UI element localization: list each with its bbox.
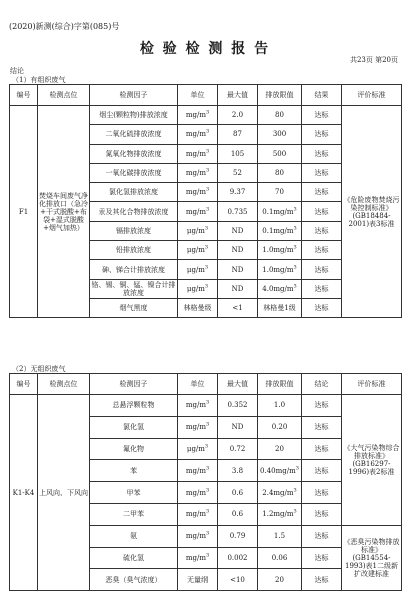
max-value: 3.8 [218,460,258,482]
unit-cell [178,416,218,438]
column-header: 单位 [178,85,218,106]
unit-cell-value: mg/m [185,466,206,475]
table-row [10,106,402,125]
unit-cell-superscript: 3 [205,109,210,116]
unit-cell [178,525,218,547]
detection-factor: 一氧化碳排放浓度 [90,163,178,182]
max-value: ND [218,279,258,298]
organized-emission-table [9,84,402,318]
limit-cell-value: 1.5 [273,532,286,541]
unit-cell [178,482,218,504]
detection-factor: 汞及其化合物排放浓度 [90,202,178,221]
detection-factor: 硫化氢 [90,547,178,569]
column-header: 评价标准 [342,85,402,106]
limit-cell-superscript: 3 [293,244,297,251]
table-header-row [10,374,402,395]
unit-cell-superscript: 3 [205,206,210,213]
section1-title: （1）有组织废气 [12,76,66,84]
unit-cell-superscript: 3 [205,186,210,193]
unit-cell-value: mg/m [185,149,206,158]
limit-cell-superscript: 3 [293,206,297,213]
limit-cell-superscript: 3 [293,283,297,290]
column-header: 检测点位 [38,85,90,106]
detection-factor: 砷、锑合计排放浓度 [90,260,178,279]
max-value: 0.79 [218,525,258,547]
column-header: 单位 [178,374,218,395]
sampling-location: 焚烧车间废气净化排放口（急冷+干式脱酸+布袋+湿式脱酸+烟气加热） [38,106,90,318]
unit-cell-value: mg/m [185,423,206,432]
column-header: 结论 [302,374,342,395]
unit-cell [178,106,218,125]
max-value: 0.002 [218,547,258,569]
limit-cell [258,202,302,221]
page-info: 共23页 第20页 [349,56,398,64]
unit-cell-value: μg/m [186,226,205,235]
max-value: <1 [218,298,258,317]
column-header: 检测点位 [38,374,90,395]
result-cell: 达标 [302,460,342,482]
result-cell: 达标 [302,260,342,279]
unit-cell-superscript: 3 [204,443,209,450]
detection-factor: 烟气黑度 [90,298,178,317]
unit-cell-value: μg/m [186,265,205,274]
point-id: K1-K4 [10,395,38,591]
unit-cell-superscript: 3 [205,167,210,174]
unit-cell [178,183,218,202]
limit-cell-value: 70 [275,188,284,197]
max-value: ND [218,260,258,279]
limit-cell [258,260,302,279]
column-header: 结果 [302,85,342,106]
unit-cell [178,460,218,482]
unit-cell-superscript: 3 [205,148,210,155]
limit-cell-value: 300 [272,130,287,139]
unit-cell-superscript: 3 [205,552,210,559]
detection-factor: 烟尘(颗粒物)排放浓度 [90,106,178,125]
detection-factor: 二甲苯 [90,503,178,525]
detection-factor: 氯化氢排放浓度 [90,183,178,202]
result-cell: 达标 [302,241,342,260]
result-cell: 达标 [302,125,342,144]
result-cell: 达标 [302,569,342,591]
unit-cell-value: mg/m [185,130,206,139]
limit-cell-value: 1.0mg/m [262,265,294,274]
max-value: 0.6 [218,482,258,504]
limit-cell [258,183,302,202]
max-value: 9.37 [218,183,258,202]
unorganized-emission-table [9,373,402,591]
result-cell: 达标 [302,221,342,240]
page-title: 检 验 检 测 报 告 [139,41,271,57]
unit-cell [178,298,218,317]
unit-cell [178,279,218,298]
limit-cell [258,482,302,504]
limit-cell [258,460,302,482]
result-cell: 达标 [302,547,342,569]
detection-factor: 氟化物 [90,438,178,460]
unit-cell-superscript: 3 [205,400,210,407]
column-header: 检测因子 [90,85,178,106]
table-header-row [10,85,402,106]
limit-cell [258,395,302,417]
unit-cell-superscript: 3 [205,487,210,494]
unit-cell [178,125,218,144]
result-cell: 达标 [302,106,342,125]
max-value: 0.735 [218,202,258,221]
unit-cell [178,144,218,163]
limit-cell [258,279,302,298]
max-value: 52 [218,163,258,182]
detection-factor: 恶臭（臭气浓度） [90,569,178,591]
unit-cell-superscript: 3 [204,264,209,271]
detection-factor: 甲苯 [90,482,178,504]
unit-cell-value: mg/m [185,532,206,541]
limit-cell-value: 林格曼1级 [263,304,296,313]
unit-cell-superscript: 3 [204,225,209,232]
limit-cell-superscript: 3 [293,264,297,271]
unit-cell-superscript: 3 [205,509,210,516]
unit-cell-superscript: 3 [204,244,209,251]
unit-cell [178,438,218,460]
unit-cell-superscript: 3 [205,421,210,428]
column-header: 评价标准 [342,374,402,395]
column-header: 编号 [10,85,38,106]
evaluation-standard: 《危险废物焚烧污染控制标准》(GB18484-2001)表3标准 [342,106,402,318]
unit-cell-value: 林格曼级 [183,304,212,313]
limit-cell [258,144,302,163]
unit-cell-superscript: 3 [204,283,209,290]
unit-cell-value: mg/m [185,169,206,178]
limit-cell [258,547,302,569]
limit-cell [258,125,302,144]
unit-cell [178,241,218,260]
limit-cell [258,241,302,260]
max-value: ND [218,416,258,438]
unit-cell [178,221,218,240]
point-id: F1 [10,106,38,318]
detection-factor: 总悬浮颗粒物 [90,395,178,417]
limit-cell-superscript: 3 [293,225,297,232]
limit-cell [258,503,302,525]
max-value: 0.352 [218,395,258,417]
unit-cell [178,395,218,417]
result-cell: 达标 [302,183,342,202]
max-value: <10 [218,569,258,591]
unit-cell-value: mg/m [185,510,206,519]
evaluation-standard: 《大气污染物综合排放标准》(GB16297-1996)表2标准 [342,395,402,526]
limit-cell-superscript: 3 [293,487,297,494]
detection-factor: 二氧化硫排放浓度 [90,125,178,144]
unit-cell-value: μg/m [186,444,205,453]
column-header: 检测因子 [90,374,178,395]
result-cell: 达标 [302,503,342,525]
limit-cell-value: 0.1mg/m [262,226,294,235]
column-header: 排放限值 [258,374,302,395]
detection-factor: 铅排放浓度 [90,241,178,260]
unit-cell [178,569,218,591]
result-cell: 达标 [302,144,342,163]
column-header: 排放限值 [258,85,302,106]
unit-cell-value: mg/m [185,188,206,197]
result-cell: 达标 [302,395,342,417]
unit-cell-value: mg/m [185,111,206,120]
limit-cell [258,569,302,591]
unit-cell-superscript: 3 [205,530,210,537]
detection-factor: 氮氧化物排放浓度 [90,144,178,163]
result-cell: 达标 [302,482,342,504]
limit-cell-value: 1.0mg/m [262,246,294,255]
unit-cell-value: mg/m [185,401,206,410]
unit-cell [178,163,218,182]
max-value: ND [218,221,258,240]
unit-cell-value: 无量纲 [187,575,208,584]
unit-cell [178,202,218,221]
unit-cell-value: mg/m [185,553,206,562]
max-value: 87 [218,125,258,144]
evaluation-standard: 《恶臭污染物排放标准》(GB14554-1993)表1二级新扩改建标准 [342,525,402,590]
result-cell: 达标 [302,202,342,221]
limit-cell-value: 20 [275,444,284,453]
max-value: 105 [218,144,258,163]
limit-cell [258,298,302,317]
table-row [10,395,402,417]
unit-cell-superscript: 3 [205,465,210,472]
detection-factor: 镉排放浓度 [90,221,178,240]
limit-cell-value: 1.2mg/m [262,510,294,519]
detection-factor: 氯化氢 [90,416,178,438]
detection-factor: 苯 [90,460,178,482]
max-value: 2.0 [218,106,258,125]
limit-cell-value: 0.20 [271,423,288,432]
result-cell: 达标 [302,279,342,298]
unit-cell-value: mg/m [185,488,206,497]
detection-factor: 铬、锡、铜、锰、镍合计排放浓度 [91,280,176,297]
sampling-location: 上风向、下风向 [38,395,90,591]
unit-cell [178,260,218,279]
limit-cell-value: 4.0mg/m [262,284,294,293]
report-number: (2020)新测(综合)字第(085)号 [9,22,120,31]
unit-cell [178,547,218,569]
detection-factor: 氨 [90,525,178,547]
limit-cell-value: 0.06 [271,553,288,562]
limit-cell-superscript: 3 [295,465,299,472]
limit-cell-value: 0.1mg/m [262,207,294,216]
limit-cell [258,416,302,438]
limit-cell-value: 500 [272,149,287,158]
conclusion-label: 结论 [10,67,24,75]
limit-cell-value: 80 [275,111,284,120]
limit-cell-value: 80 [275,169,284,178]
limit-cell [258,525,302,547]
limit-cell-value: 0.40mg/m [260,466,296,475]
max-value: 0.72 [218,438,258,460]
unit-cell-value: mg/m [185,207,206,216]
result-cell: 达标 [302,163,342,182]
limit-cell-value: 20 [275,575,284,584]
limit-cell [258,221,302,240]
column-header: 最大值 [218,374,258,395]
limit-cell-superscript: 3 [293,509,297,516]
max-value: ND [218,241,258,260]
column-header: 编号 [10,374,38,395]
limit-cell [258,163,302,182]
section2-title: （2）无组织废气 [12,365,66,373]
unit-cell-value: μg/m [186,284,205,293]
result-cell: 达标 [302,298,342,317]
result-cell: 达标 [302,438,342,460]
limit-cell-value: 1.0 [273,401,286,410]
unit-cell [178,503,218,525]
max-value: 0.6 [218,503,258,525]
unit-cell-value: μg/m [186,246,205,255]
result-cell: 达标 [302,525,342,547]
column-header: 最大值 [218,85,258,106]
limit-cell [258,106,302,125]
limit-cell [258,438,302,460]
limit-cell-value: 2.4mg/m [262,488,294,497]
unit-cell-superscript: 3 [205,129,210,136]
result-cell: 达标 [302,416,342,438]
